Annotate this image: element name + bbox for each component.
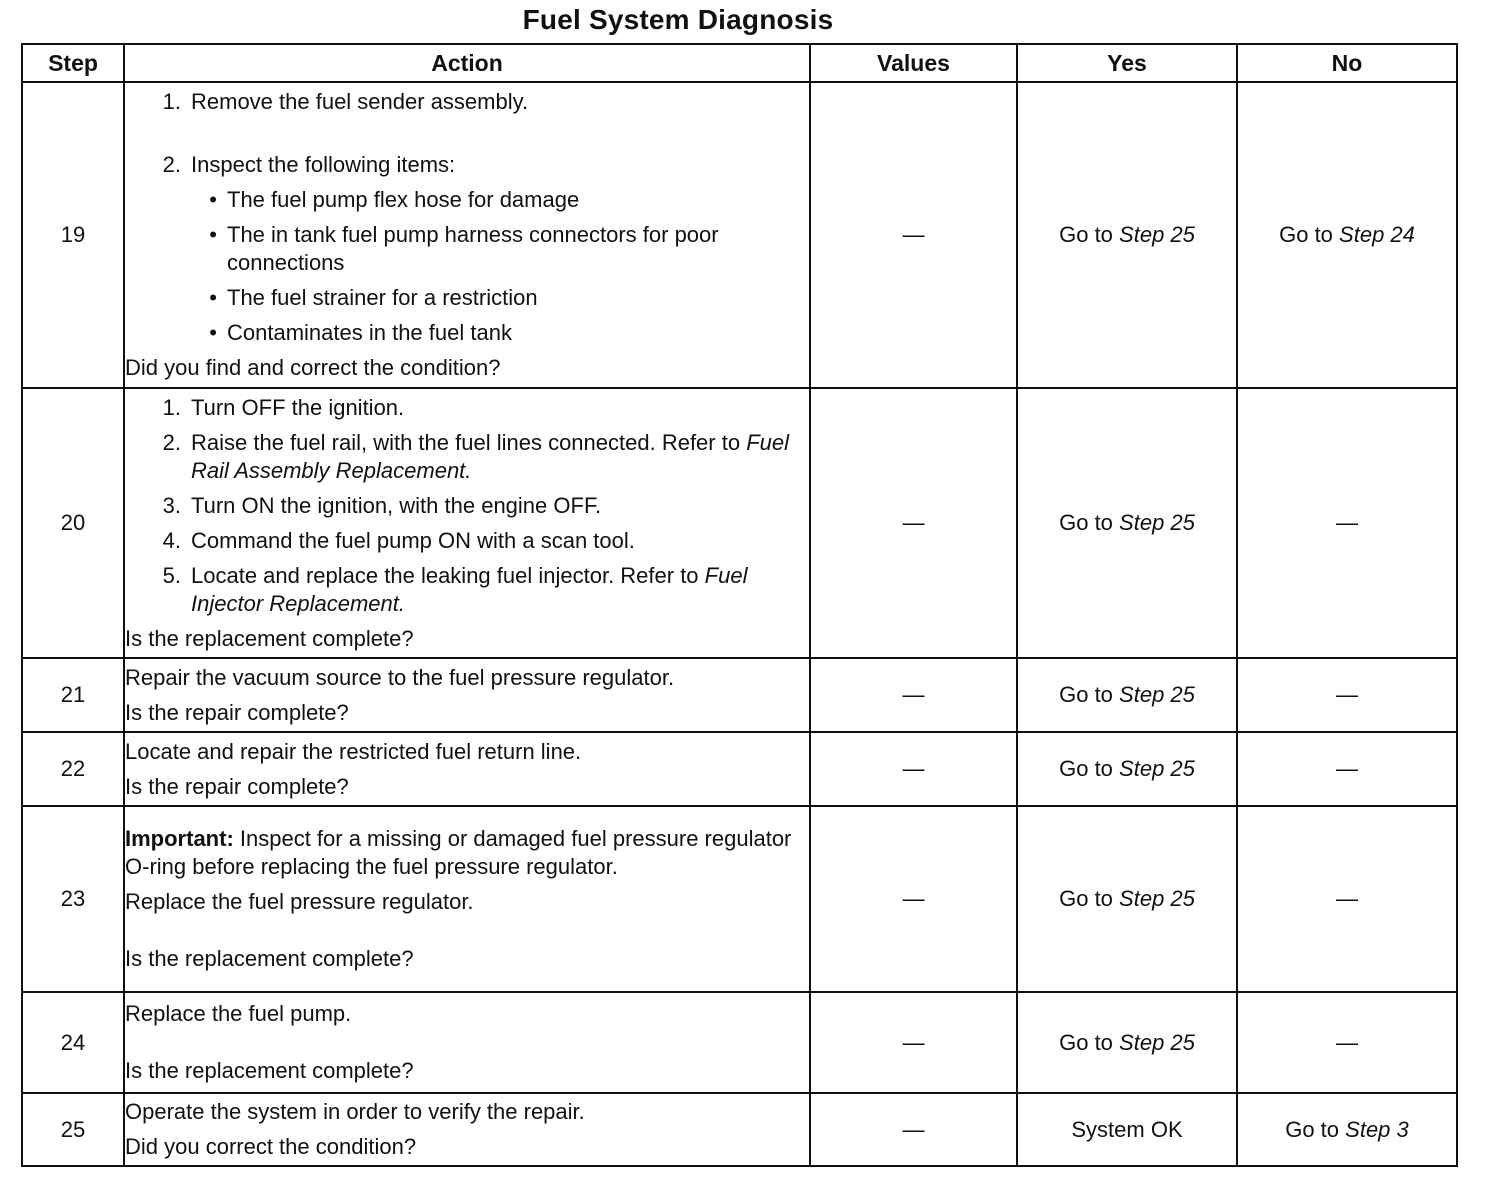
yes-cell: Go to Step 25 [1017, 388, 1237, 658]
step-number: 23 [22, 806, 124, 992]
bullet-item: • The in tank fuel pump harness connectors for poor connections [209, 222, 719, 275]
question-text: Is the repair complete? [125, 699, 349, 725]
question-text: Did you find and correct the condition? [125, 355, 501, 380]
step-number: 22 [22, 732, 124, 806]
yes-cell: Go to Step 25 [1017, 992, 1237, 1093]
list-item: 4. Command the fuel pump ON with a scan tool. [162, 527, 635, 553]
step-number: 25 [22, 1093, 124, 1166]
values-cell: — [810, 732, 1017, 806]
header-action: Action [124, 44, 810, 82]
action-cell: Repair the vacuum source to the fuel pressure regulator. Is the repair complete? [124, 658, 810, 732]
step-number: 24 [22, 992, 124, 1093]
step-number: 19 [22, 82, 124, 388]
values-cell: — [810, 1093, 1017, 1166]
header-no: No [1237, 44, 1457, 82]
yes-cell: Go to Step 25 [1017, 806, 1237, 992]
reference-link: Fuel Injector Replacement. [191, 562, 748, 616]
bullet-item: • The fuel strainer for a restriction [209, 285, 538, 310]
no-cell: — [1237, 992, 1457, 1093]
bullet-item: • Contaminates in the fuel tank [209, 320, 512, 345]
values-cell: — [810, 992, 1017, 1093]
table-row [22, 1093, 1457, 1166]
table-row [22, 82, 1457, 388]
no-cell: — [1237, 732, 1457, 806]
action-cell: Replace the fuel pump. Is the replacement complete? [124, 992, 810, 1093]
values-cell: — [810, 388, 1017, 658]
yes-cell: Go to Step 25 [1017, 658, 1237, 732]
table-row [22, 658, 1457, 732]
bullet-item: • The fuel pump flex hose for damage [209, 187, 580, 212]
list-item: 2. Raise the fuel rail, with the fuel lines connected. Refer to Fuel Rail Assembly Replacement. [162, 429, 789, 483]
action-cell: Locate and repair the restricted fuel return line. Is the repair complete? [124, 732, 810, 806]
no-cell: — [1237, 388, 1457, 658]
table-row [22, 806, 1457, 992]
page-title: Fuel System Diagnosis [522, 4, 834, 35]
reference-link: Fuel Rail Assembly Replacement. [191, 429, 789, 483]
step-number: 21 [22, 658, 124, 732]
table-row [22, 992, 1457, 1093]
list-item: 5. Locate and replace the leaking fuel injector. Refer to Fuel Injector Replacement. [162, 562, 748, 616]
yes-cell: Go to Step 25 [1017, 732, 1237, 806]
no-cell: — [1237, 658, 1457, 732]
header-yes: Yes [1017, 44, 1237, 82]
important-note: Important: Inspect for a missing or damaged fuel pressure regulator O-ring before replacing the fuel pressure regulator. [125, 826, 792, 879]
action-cell [124, 388, 810, 658]
question-text: Is the repair complete? [125, 773, 349, 799]
diagnosis-table [21, 43, 1458, 1167]
yes-cell: System OK [1017, 1093, 1237, 1166]
header-step: Step [22, 44, 124, 82]
question-text: Is the replacement complete? [125, 946, 414, 971]
header-row [22, 44, 1457, 82]
list-item: 2. Inspect the following items: [162, 152, 456, 177]
no-cell: — [1237, 806, 1457, 992]
list-item: 3. Turn ON the ignition, with the engine OFF. [162, 492, 602, 518]
table-row [22, 732, 1457, 806]
step-number: 20 [22, 388, 124, 658]
values-cell: — [810, 658, 1017, 732]
action-cell [124, 82, 810, 388]
question-text: Did you correct the condition? [125, 1134, 417, 1159]
values-cell: — [810, 82, 1017, 388]
question-text: Is the replacement complete? [125, 1058, 414, 1083]
no-cell: Go to Step 3 [1237, 1093, 1457, 1166]
action-cell: Important: Inspect for a missing or damaged fuel pressure regulator O-ring before replacing the fuel pressure regulator. Replace the fuel pressure regulator. Is the replacement complete? [124, 806, 810, 992]
list-item: 1. Turn OFF the ignition. [162, 394, 405, 420]
question-text: Is the replacement complete? [125, 625, 414, 651]
list-item: 1. Remove the fuel sender assembly. [162, 89, 529, 114]
values-cell: — [810, 806, 1017, 992]
table-row [22, 388, 1457, 658]
no-cell: Go to Step 24 [1237, 82, 1457, 388]
action-cell: Operate the system in order to verify the repair. Did you correct the condition? [124, 1093, 810, 1166]
header-values: Values [810, 44, 1017, 82]
yes-cell: Go to Step 25 [1017, 82, 1237, 388]
